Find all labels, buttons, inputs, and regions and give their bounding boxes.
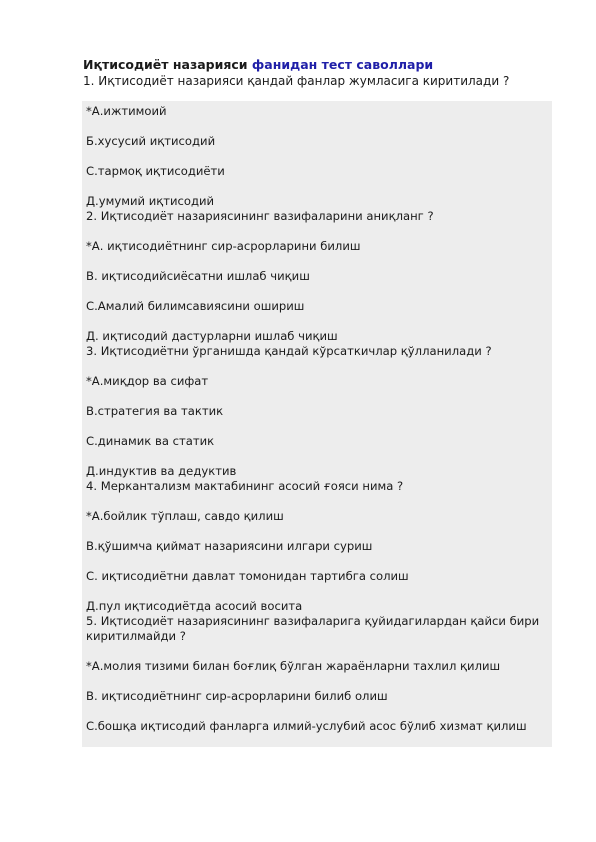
document-title — [83, 57, 433, 72]
question-4: 4. Меркантализм мактабининг асосий ғояси нима ? — [86, 479, 404, 493]
q1-option-d: Д.умумий иқтисодий — [86, 194, 215, 208]
question-3: 3. Иқтисодиётни ўрганишда қандай кўрсаткичлар қўлланилади ? — [86, 344, 492, 358]
q2-option-a: *А. иқтисодиётнинг сир-асрорларини билиш — [86, 239, 361, 253]
q4-option-d: Д.пул иқтисодиётда асосий восита — [86, 599, 303, 613]
q4-option-a: *А.бойлик тўплаш, савдо қилиш — [86, 509, 284, 523]
q3-option-c: С.динамик ва статик — [86, 434, 215, 448]
q1-option-b: Б.хусусий иқтисодий — [86, 134, 216, 148]
q2-option-c: С.Амалий билимсавиясини ошириш — [86, 299, 305, 313]
q5-option-b: В. иқтисодиётнинг сир-асрорларини билиб олиш — [86, 689, 388, 703]
q3-option-d: Д.индуктив ва дедуктив — [86, 464, 237, 478]
q4-option-c: С. иқтисодиётни давлат томонидан тартибга солиш — [86, 569, 409, 583]
question-1: 1. Иқтисодиёт назарияси қандай фанлар жумласига киритилади ? — [83, 74, 510, 88]
q1-option-a: *А.ижтимоий — [86, 104, 167, 118]
q1-option-c: С.тармоқ иқтисодиёти — [86, 164, 225, 178]
q3-option-a: *А.миқдор ва сифат — [86, 374, 209, 388]
q4-option-b: В.қўшимча қиймат назариясини илгари суриш — [86, 539, 373, 553]
q3-option-b: В.стратегия ва тактик — [86, 404, 224, 418]
question-list — [86, 104, 548, 734]
title-accent: фанидан тест саволлари — [251, 57, 434, 72]
question-2: 2. Иқтисодиёт назариясининг вазифаларини аниқланг ? — [86, 209, 434, 223]
question-5: 5. Иқтисодиёт назариясининг вазифаларига қуйидагилардан қайси бири киритилмайди ? — [86, 614, 540, 643]
q5-option-a: *А.молия тизими билан боғлиқ бўлган жараёнларни тахлил қилиш — [86, 659, 501, 673]
q2-option-b: В. иқтисодийсиёсатни ишлаб чиқиш — [86, 269, 310, 283]
title-main: Иқтисодиёт назарияси — [83, 57, 252, 72]
q5-option-c: С.бошқа иқтисодий фанларга илмий-услубий асос бўлиб хизмат қилиш — [86, 719, 527, 733]
q2-option-d: Д. иқтисодий дастурларни ишлаб чиқиш — [86, 329, 338, 343]
